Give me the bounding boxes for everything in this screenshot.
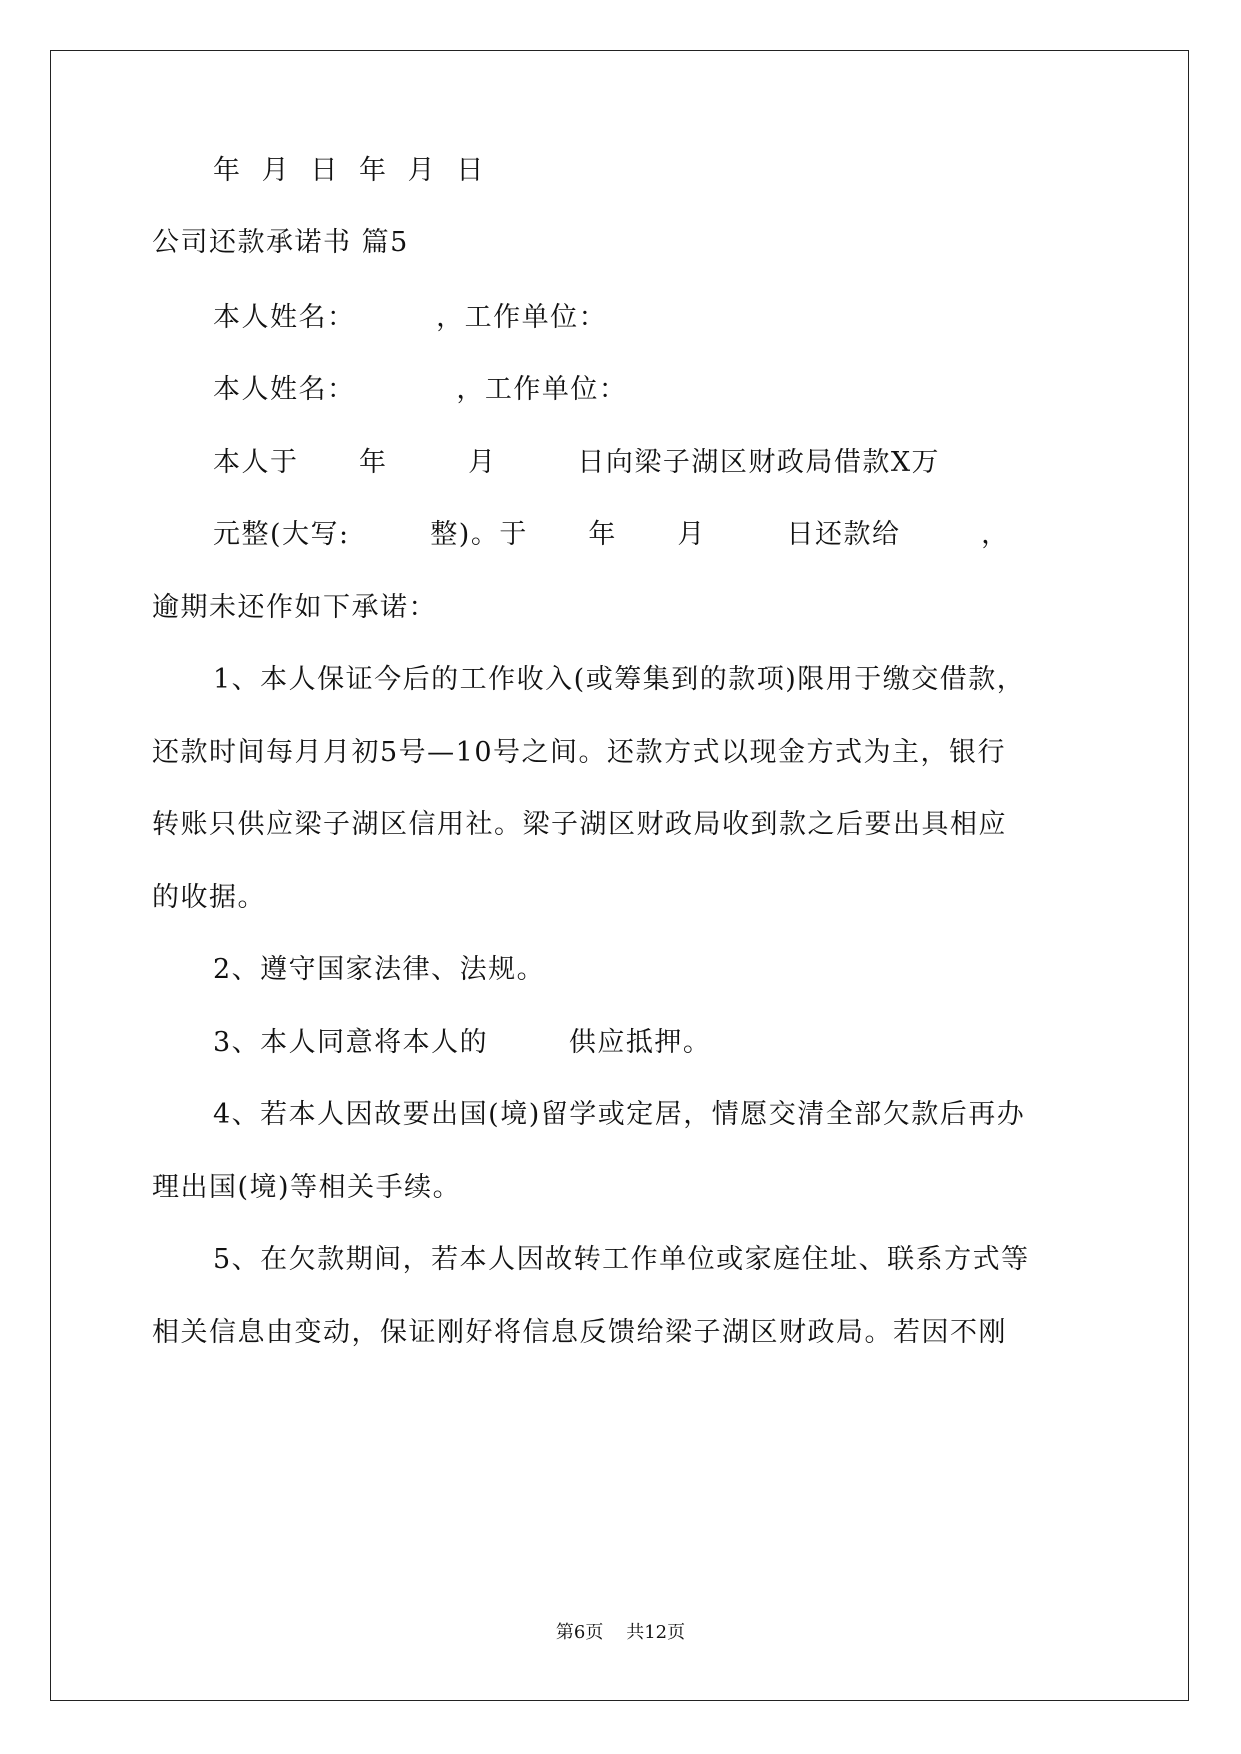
item-1-line-4: 的收据。 xyxy=(152,882,266,913)
name-line-2: 本人姓名： ，工作单位： xyxy=(213,374,628,405)
promise-intro: 逾期未还作如下承诺： xyxy=(152,592,437,623)
section-title: 公司还款承诺书 篇5 xyxy=(152,227,409,258)
loan-line: 本人于 年 月 日向梁子湖区财政局借款X万 xyxy=(213,447,941,478)
item-1-line-2: 还款时间每月月初5号—10号之间。还款方式以现金方式为主，银行 xyxy=(152,737,1007,768)
item-1-line-3: 转账只供应梁子湖区信用社。梁子湖区财政局收到款之后要出具相应 xyxy=(152,809,1007,840)
amount-line: 元整(大写: 整)。于 年 月 日还款给 ， xyxy=(213,519,1010,550)
item-4-line-1: 4、若本人因故要出国(境)留学或定居，情愿交清全部欠款后再办 xyxy=(213,1099,1026,1130)
date-line: 年 月 日 年 月 日 xyxy=(213,155,485,186)
page-number: 第6页 共12页 xyxy=(555,1622,686,1643)
name-line-1: 本人姓名： ，工作单位： xyxy=(213,302,608,333)
item-2: 2、遵守国家法律、法规。 xyxy=(213,954,546,985)
item-5-line-2: 相关信息由变动，保证刚好将信息反馈给梁子湖区财政局。若因不刚 xyxy=(152,1317,1007,1348)
item-1-line-1: 1、本人保证今后的工作收入(或筹集到的款项)限用于缴交借款， xyxy=(213,664,1026,695)
page-frame xyxy=(50,50,1189,1701)
item-3: 3、本人同意将本人的 供应抵押。 xyxy=(213,1027,712,1058)
item-5-line-1: 5、在欠款期间，若本人因故转工作单位或家庭住址、联系方式等 xyxy=(213,1244,1030,1275)
item-4-line-2: 理出国(境)等相关手续。 xyxy=(152,1172,462,1203)
